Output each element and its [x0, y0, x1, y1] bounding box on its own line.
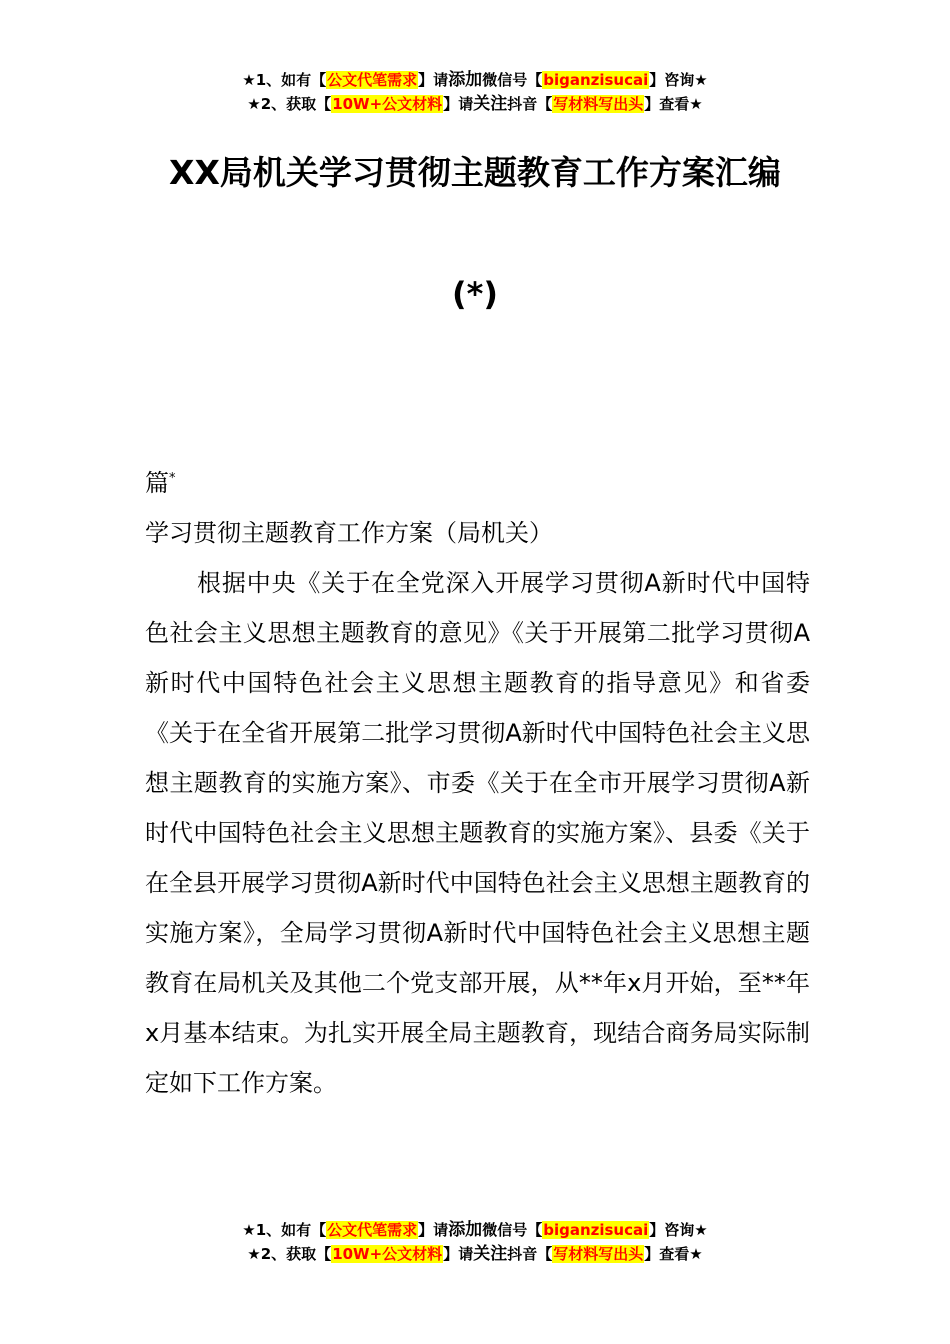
banner-highlight-service: 公文代笔需求: [327, 1221, 418, 1239]
body-paragraph: 根据中央《关于在全党深入开展学习贯彻A新时代中国特色社会主义思想主题教育的意见》《关于开展第二批学习贯彻A新时代中国特色社会主义思想主题教育的指导意见》和省委《关于在全省开展第二批学习贯彻A新时代中国特色社会主义思想主题教育的实施方案》、市委《关于在全市开展学习贯彻A新时代中国特色社会主义思想主题教育的实施方案》、县委《关于在全县开展学习贯彻A新时代中国特色社会主义思想主题教育的实施方案》，全局学习贯彻A新时代中国特色社会主义思想主题教育在局机关及其他二个党支部开展，从**年x月开始，至**年x月基本结束。为扎实开展全局主题教育，现结合商务局实际制定如下工作方案。: [145, 569, 810, 1097]
banner-highlight-materials: 10W+公文材料: [332, 95, 443, 113]
banner-line-2: [0, 92, 950, 116]
banner-text: ★2、获取【: [247, 1245, 332, 1263]
banner-highlight-douyin: 写材料写出头: [553, 1245, 644, 1263]
banner-text: 】请: [443, 1245, 474, 1263]
banner-text: 】咨询★: [649, 71, 708, 89]
section-heading: 学习贯彻主题教育工作方案（局机关）: [145, 519, 553, 547]
document-body: [145, 458, 810, 1108]
banner-emphasis: 关注: [473, 1244, 508, 1264]
section-mark: *: [169, 471, 176, 486]
header-banner: [0, 68, 950, 116]
banner-emphasis: 添加: [448, 70, 483, 90]
banner-text: ★1、如有【: [242, 1221, 327, 1239]
banner-highlight-wechat: biganzisucai: [543, 1221, 649, 1239]
banner-highlight-douyin: 写材料写出头: [553, 95, 644, 113]
banner-highlight-wechat: biganzisucai: [543, 71, 649, 89]
banner-text: 】请: [443, 95, 474, 113]
document-title: XX局机关学习贯彻主题教育工作方案汇编: [169, 153, 781, 192]
banner-text: 抖音【: [507, 95, 553, 113]
banner-line-2: [0, 1242, 950, 1266]
banner-text: ★1、如有【: [242, 71, 327, 89]
footer-banner: [0, 1218, 950, 1266]
banner-emphasis: 关注: [473, 94, 508, 114]
banner-text: ★2、获取【: [247, 95, 332, 113]
banner-text: 】请: [418, 71, 449, 89]
banner-emphasis: 添加: [448, 1220, 483, 1240]
banner-text: 】查看★: [644, 95, 703, 113]
section-label-line: [145, 458, 810, 508]
document-subtitle: (*): [452, 275, 498, 313]
banner-line-1: [0, 1218, 950, 1242]
banner-text: 】咨询★: [649, 1221, 708, 1239]
banner-text: 抖音【: [507, 1245, 553, 1263]
banner-text: 】查看★: [644, 1245, 703, 1263]
section-label: 篇: [145, 469, 169, 497]
banner-highlight-service: 公文代笔需求: [327, 71, 418, 89]
banner-text: 】请: [418, 1221, 449, 1239]
banner-highlight-materials: 10W+公文材料: [332, 1245, 443, 1263]
banner-text: 微信号【: [482, 71, 543, 89]
banner-text: 微信号【: [482, 1221, 543, 1239]
banner-line-1: [0, 68, 950, 92]
